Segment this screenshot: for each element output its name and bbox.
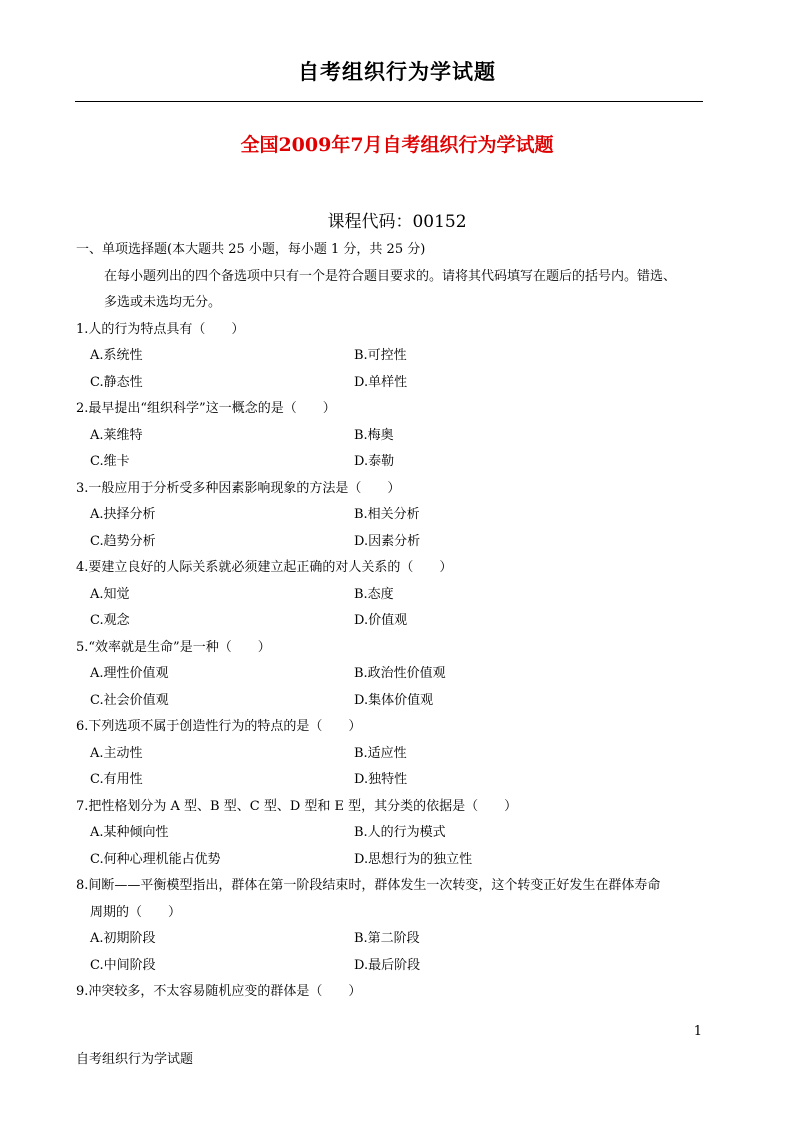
- option-b: B.人的行为模式: [354, 825, 446, 840]
- option-d: D.集体价值观: [354, 692, 434, 708]
- option-row: [76, 502, 702, 529]
- question-stem: 8.间断——平衡模型指出，群体在第一阶段结束时，群体发生一次转变，这个转变正好发生在群体寿命: [76, 878, 661, 893]
- option-row: [76, 953, 702, 980]
- option-d: D.独特性: [354, 772, 408, 787]
- question-stem: 3.一般应用于分析受多种因素影响现象的方法是（ ）: [76, 480, 401, 496]
- question-stem: 9.冲突较多，不太容易随机应变的群体是（ ）: [76, 984, 362, 999]
- option-row: [76, 661, 702, 688]
- exam-content: [76, 237, 702, 1006]
- option-d: D.单样性: [354, 374, 408, 390]
- option-c: C.静态性: [90, 374, 143, 390]
- option-c: C.社会价值观: [90, 692, 169, 708]
- running-footer: 自考组织行为学试题: [76, 1052, 194, 1067]
- option-row: [76, 767, 702, 794]
- option-row: [76, 608, 702, 635]
- option-b: B.可控性: [354, 348, 407, 363]
- option-c: C.观念: [90, 613, 130, 628]
- question-stem: 6.下列选项不属于创造性行为的特点的是（ ）: [76, 719, 362, 734]
- question-stem: 7.把性格划分为 A 型、B 型、C 型、D 型和 E 型，其分类的依据是（ ）: [76, 798, 518, 814]
- option-b: B.适应性: [354, 745, 407, 761]
- page-number: 1: [693, 1024, 702, 1039]
- option-a: A.系统性: [90, 348, 143, 363]
- section-instruction: 在每小题列出的四个备选项中只有一个是符合题目要求的。请将其代码填写在题后的括号内。错选、: [104, 268, 677, 284]
- option-row: [76, 370, 702, 397]
- header-divider: [75, 101, 703, 102]
- option-row: [76, 741, 702, 768]
- document-title: 全国2009年7月自考组织行为学试题: [240, 134, 554, 156]
- option-b: B.相关分析: [354, 507, 420, 522]
- question-stem: 2.最早提出“组织科学”这一概念的是（ ）: [76, 401, 336, 416]
- question-stem: 5.“效率就是生命”是一种（ ）: [76, 639, 271, 655]
- option-d: D.思想行为的独立性: [354, 851, 473, 867]
- section-heading: 一、单项选择题(本大题共 25 小题，每小题 1 分，共 25 分): [76, 242, 426, 257]
- option-row: [76, 423, 702, 450]
- option-b: B.梅奥: [354, 427, 394, 443]
- course-code: 课程代码：00152: [327, 212, 467, 232]
- option-a: A.理性价值观: [90, 666, 169, 681]
- question-stem: 1.人的行为特点具有（ ）: [76, 321, 245, 337]
- question-stem: 4.要建立良好的人际关系就必须建立起正确的对人关系的（ ）: [76, 560, 453, 575]
- option-row: [76, 688, 702, 715]
- option-a: A.初期阶段: [90, 931, 156, 946]
- option-b: B.政治性价值观: [354, 666, 446, 681]
- option-c: C.何种心理机能占优势: [90, 851, 221, 867]
- option-c: C.中间阶段: [90, 957, 156, 973]
- option-a: A.主动性: [90, 745, 143, 761]
- option-row: [76, 449, 702, 476]
- option-row: [76, 343, 702, 370]
- option-b: B.态度: [354, 586, 394, 602]
- option-b: B.第二阶段: [354, 931, 420, 946]
- option-a: A.知觉: [90, 586, 130, 602]
- option-d: D.价值观: [354, 613, 408, 628]
- option-row: [76, 529, 702, 556]
- option-d: D.因素分析: [354, 533, 421, 549]
- question-stem-cont: 周期的（ ）: [90, 904, 182, 920]
- option-d: D.最后阶段: [354, 957, 421, 973]
- option-row: [76, 582, 702, 609]
- option-row: [76, 926, 702, 953]
- option-d: D.泰勒: [354, 454, 395, 469]
- option-row: [76, 820, 702, 847]
- option-c: C.有用性: [90, 772, 143, 787]
- running-header: 自考组织行为学试题: [298, 59, 496, 84]
- option-row: [76, 847, 702, 874]
- option-a: A.某种倾向性: [90, 825, 169, 840]
- section-instruction-cont: 多选或未选均无分。: [104, 295, 222, 310]
- option-a: A.抉择分析: [90, 507, 156, 522]
- option-c: C.趋势分析: [90, 533, 156, 549]
- option-c: C.维卡: [90, 454, 130, 469]
- option-a: A.莱维特: [90, 427, 143, 443]
